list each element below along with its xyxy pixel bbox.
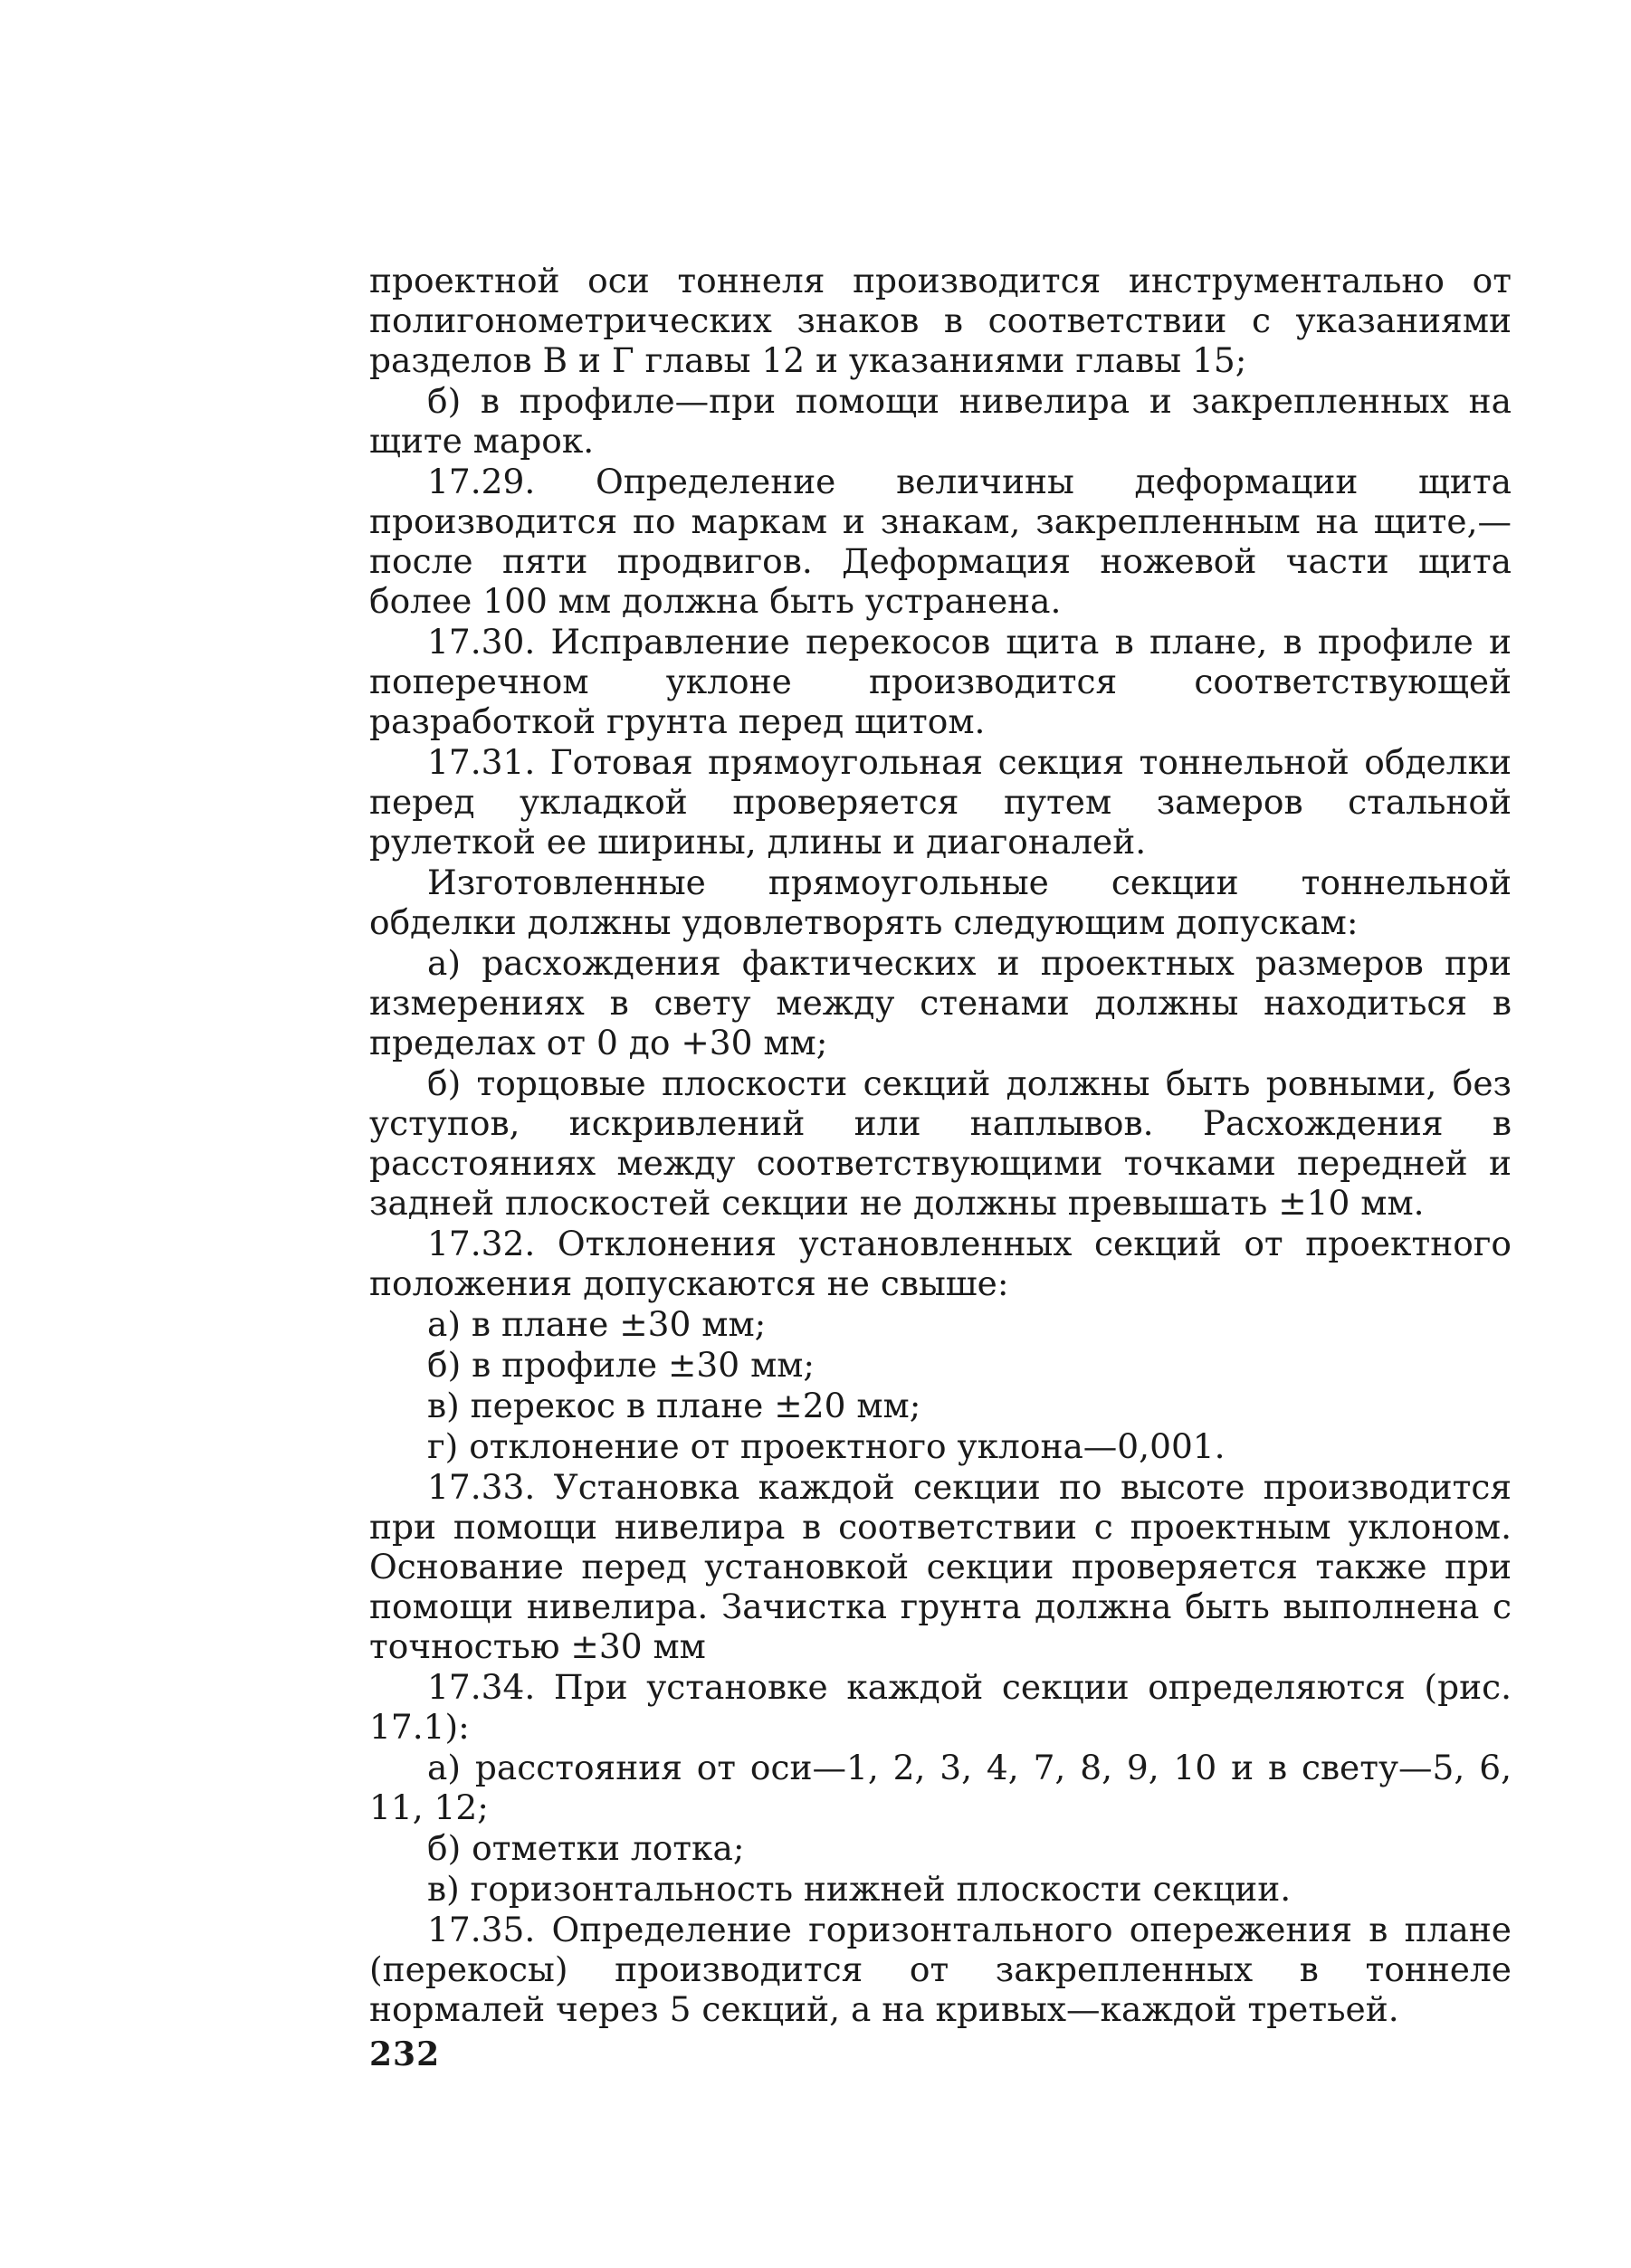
list-item-deviation-a: а) в плане ±30 мм; — [427, 1304, 767, 1344]
paragraph-17-30: 17.30. Исправление перекосов щита в плане, в профиле и поперечном уклоне производится соответствующей разработкой грунта перед щитом. — [369, 622, 1512, 741]
paragraph-17-31: 17.31. Готовая прямоугольная секция тоннельной обделки перед укладкой проверяется путем замеров стальной рулеткой ее ширины, длины и диагоналей. — [369, 742, 1512, 862]
list-item-determine-b: б) отметки лотка; — [427, 1828, 745, 1868]
list-item-determine-v: в) горизонтальность нижней плоскости секции. — [427, 1869, 1292, 1909]
paragraph-continuation: проектной оси тоннеля производится инструментально от полигонометрических знаков в соответствии с указаниями разделов В и Г главы 12 и указаниями главы 15; — [369, 261, 1512, 380]
paragraph-17-35: 17.35. Определение горизонтального опережения в плане (перекосы) производится от закрепленных в тоннеле нормалей через 5 секций, а на кривых—каждой третьей. — [369, 1910, 1512, 2029]
paragraph-17-32: 17.32. Отклонения установленных секций от проектного положения допускаются не свыше: — [369, 1224, 1512, 1303]
list-item-deviation-g: г) отклонение от проектного уклона—0,001. — [427, 1426, 1226, 1466]
page-text-block — [369, 261, 1512, 2030]
list-item-deviation-b: б) в профиле ±30 мм; — [427, 1345, 816, 1385]
list-item-deviation-v: в) перекос в плане ±20 мм; — [427, 1386, 921, 1425]
list-item-tolerance-b: б) торцовые плоскости секций должны быть ровными, без уступов, искривлений или наплывов. Расхождения в расстояниях между соответствующими точками передней и задней плоскостей секции не должны превышать ±10 мм. — [369, 1063, 1512, 1223]
list-item-tolerance-a: а) расхождения фактических и проектных размеров при измерениях в свету между стенами должны находиться в пределах от 0 до +30 мм; — [369, 943, 1512, 1063]
page-number: 232 — [369, 2035, 441, 2073]
paragraph-17-33: 17.33. Установка каждой секции по высоте производится при помощи нивелира в соответствии с проектным уклоном. Основание перед установкой секции проверяется также при помощи нивелира. Зачистка грунта должна быть выполнена с точностью ±30 мм — [369, 1467, 1512, 1666]
list-item-determine-a: а) расстояния от оси—1, 2, 3, 4, 7, 8, 9, 10 и в свету—5, 6, 11, 12; — [369, 1748, 1512, 1827]
paragraph-17-34: 17.34. При установке каждой секции определяются (рис. 17.1): — [369, 1667, 1512, 1747]
paragraph-b-profile: б) в профиле—при помощи нивелира и закрепленных на щите марок. — [369, 381, 1512, 461]
paragraph-tolerances-intro: Изготовленные прямоугольные секции тоннельной обделки должны удовлетворять следующим допускам: — [369, 862, 1512, 942]
paragraph-17-29: 17.29. Определение величины деформации щита производится по маркам и знакам, закрепленным на щите,—после пяти продвигов. Деформация ножевой части щита более 100 мм должна быть устранена. — [369, 462, 1512, 621]
